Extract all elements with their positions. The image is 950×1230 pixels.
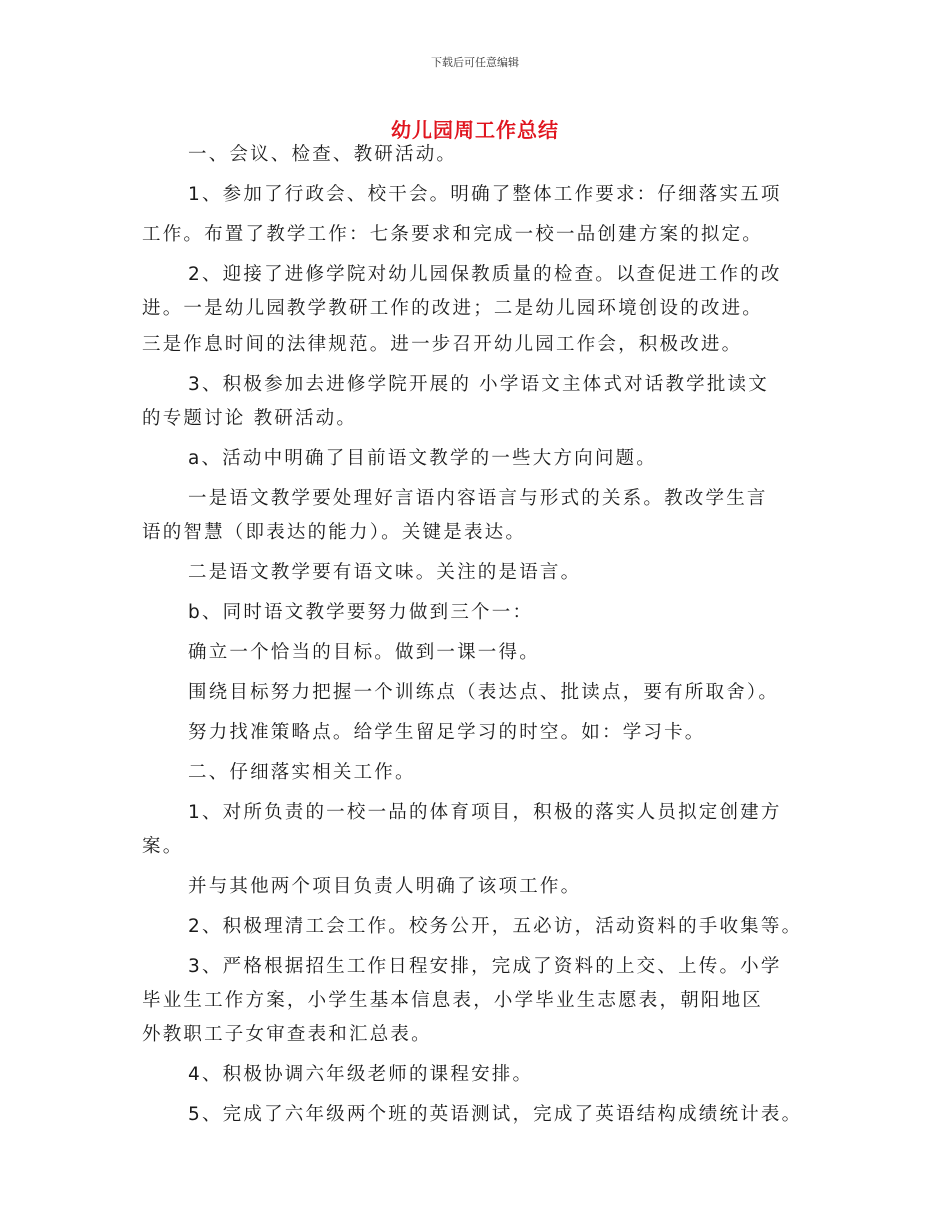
paragraph-line: 围绕目标努力把握一个训练点（表达点、批读点，要有所取舍）。 [188, 682, 780, 703]
paragraph-line: 1、参加了行政会、校干会。明确了整体工作要求：仔细落实五项 [188, 184, 782, 205]
paragraph-line: 并与其他两个项目负责人明确了该项工作。 [188, 876, 582, 897]
paragraph-line: 案。 [142, 836, 184, 857]
paragraph-line: 工作。布置了教学工作：七条要求和完成一校一品创建方案的拟定。 [142, 224, 764, 245]
paragraph-line: 努力找准策略点。给学生留足学习的时空。如：学习卡。 [188, 722, 706, 743]
paragraph-line: 5、完成了六年级两个班的英语测试，完成了英语结构成绩统计表。 [188, 1104, 803, 1125]
paragraph-line: 确立一个恰当的目标。做到一课一得。 [188, 642, 540, 663]
paragraph-line: 一、会议、检查、教研活动。 [188, 144, 458, 165]
paragraph-line: 三是作息时间的法律规范。进一步召开幼儿园工作会，积极改进。 [142, 334, 743, 355]
paragraph-line: 一是语文教学要处理好言语内容语言与形式的关系。教改学生言 [188, 488, 768, 509]
paragraph-line: 2、迎接了进修学院对幼儿园保教质量的检查。以查促进工作的改 [188, 264, 782, 285]
paragraph-line: 1、对所负责的一校一品的体育项目，积极的落实人员拟定创建方 [188, 802, 782, 823]
paragraph-line: b、同时语文教学要努力做到三个一： [188, 602, 534, 623]
paragraph-line: a、活动中明确了目前语文教学的一些大方向问题。 [188, 448, 657, 469]
paragraph-line: 4、积极协调六年级老师的课程安排。 [188, 1064, 534, 1085]
paragraph-line: 2、积极理清工会工作。校务公开，五必访，活动资料的手收集等。 [188, 916, 803, 937]
paragraph-line: 外教职工子女审查表和汇总表。 [142, 1024, 432, 1045]
paragraph-line: 3、严格根据招生工作日程安排，完成了资料的上交、上传。小学 [188, 956, 782, 977]
header-note: 下载后可任意编辑 [431, 56, 519, 69]
paragraph-line: 二是语文教学要有语文味。关注的是语言。 [188, 562, 582, 583]
paragraph-line: 语的智慧（即表达的能力）。关键是表达。 [142, 522, 527, 543]
paragraph-line: 毕业生工作方案，小学生基本信息表，小学毕业生志愿表，朝阳地区 [142, 990, 764, 1011]
document-title: 幼儿园周工作总结 [391, 118, 559, 142]
paragraph-line: 进。一是幼儿园教学教研工作的改进；二是幼儿园环境创设的改进。 [142, 298, 764, 319]
paragraph-line: 3、积极参加去进修学院开展的 小学语文主体式对话教学批读文 [188, 374, 769, 395]
paragraph-line: 的专题讨论 教研活动。 [142, 408, 358, 429]
document-body [142, 142, 832, 1128]
paragraph-line: 二、仔细落实相关工作。 [188, 762, 416, 783]
